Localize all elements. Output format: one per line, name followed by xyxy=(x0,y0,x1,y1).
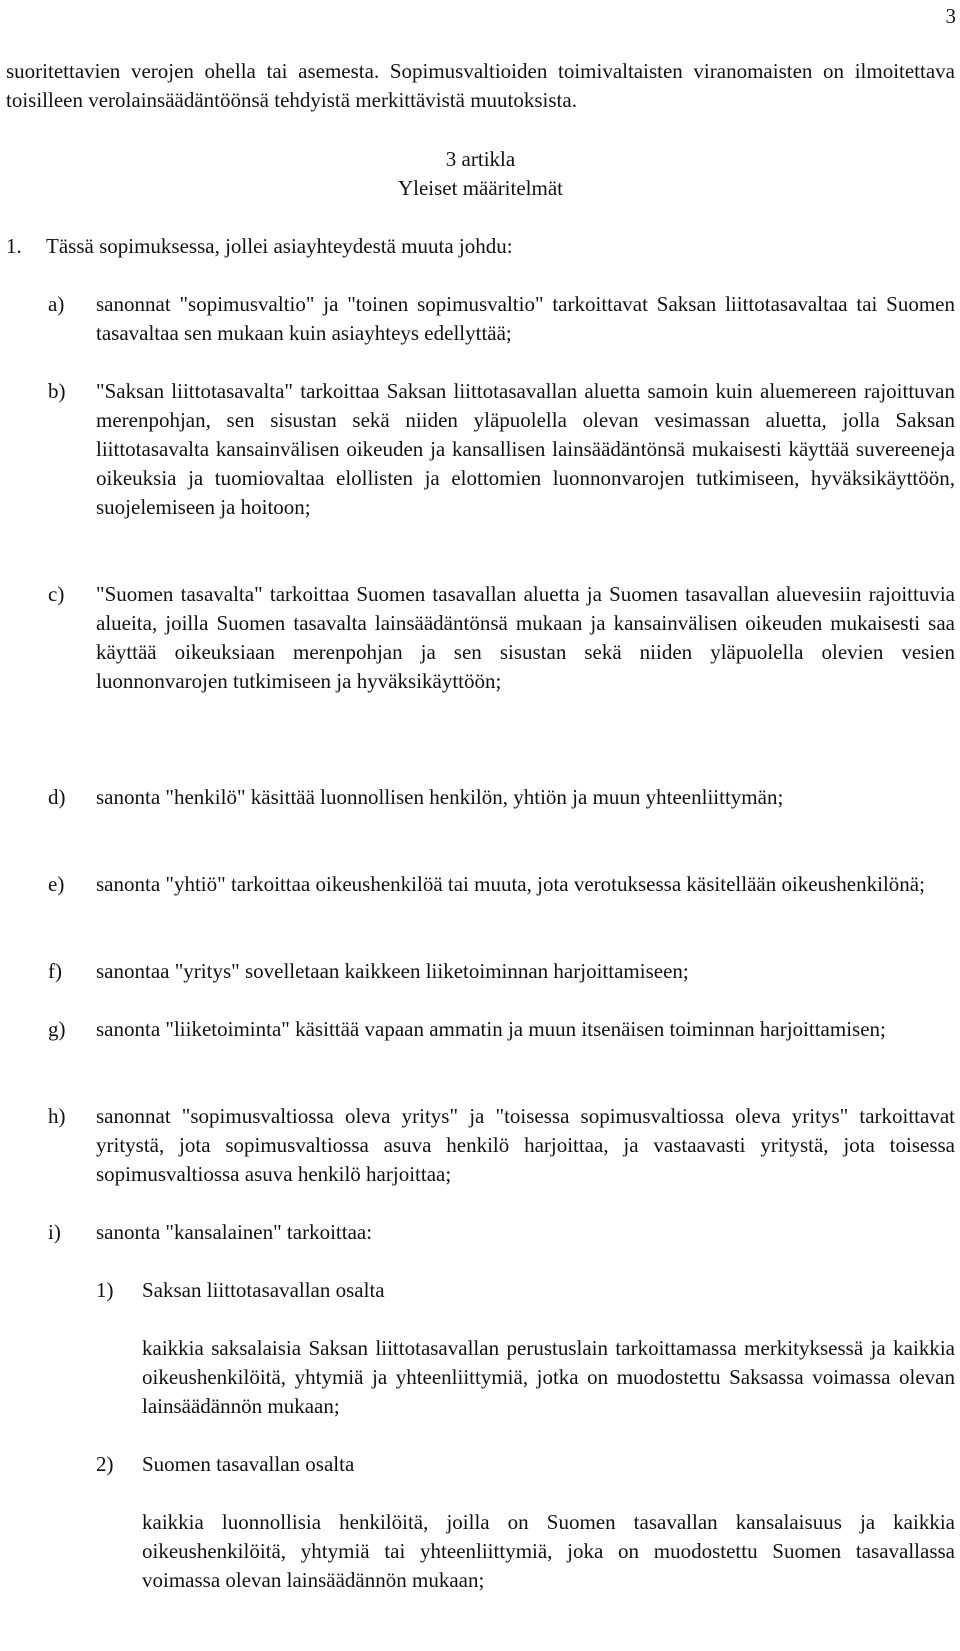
subitem-heading: Suomen tasavallan osalta xyxy=(142,1452,355,1476)
item-label: b) xyxy=(48,379,66,403)
item-label: i) xyxy=(48,1220,61,1244)
subitem-label: 2) xyxy=(96,1452,114,1476)
article-title: Yleiset määritelmät xyxy=(397,176,564,200)
definition-item-g xyxy=(48,1015,955,1044)
item-label: d) xyxy=(48,785,66,809)
article-number: 3 artikla xyxy=(445,147,516,171)
definition-item-b xyxy=(48,377,955,522)
definition-item-f xyxy=(48,957,955,986)
item-label: f) xyxy=(48,959,62,983)
item-text: sanonta "liiketoiminta" käsittää vapaan ammatin ja muun itsenäisen toiminnan harjoittamisen; xyxy=(96,1017,886,1041)
subitem-heading: Saksan liittotasavallan osalta xyxy=(142,1278,385,1302)
item-label: e) xyxy=(48,872,65,896)
item-label: c) xyxy=(48,582,65,606)
paragraph-1 xyxy=(6,232,955,261)
subitem-2-text: kaikkia luonnollisia henkilöitä, joilla on Suomen tasavallan kansalaisuus ja kaikkia oikeushenkilöitä, yhtymiä tai yhteenliittymiä, joka on muodostettu Suomen tasavallassa voimassa olevan lainsäädännön mukaan; xyxy=(142,1510,955,1592)
definition-item-i xyxy=(48,1218,955,1247)
page-number: 3 xyxy=(945,4,956,28)
definition-item-e xyxy=(48,870,955,899)
definition-item-h xyxy=(48,1102,955,1189)
definition-item-d xyxy=(48,783,955,812)
item-text: sanonta "yhtiö" tarkoittaa oikeushenkilöä tai muuta, jota verotuksessa käsitellään oikeushenkilönä; xyxy=(96,872,925,896)
item-text: sanonnat "sopimusvaltiossa oleva yritys" ja "toisessa sopimusvaltiossa oleva yritys" tarkoittavat yritystä, jota sopimusvaltiossa asuva henkilö harjoittaa, ja vastaavasti yritystä, jota toisessa sopimusvaltiossa asuva henkilö harjoittaa; xyxy=(96,1104,955,1186)
subitem-1-heading xyxy=(96,1276,955,1305)
definition-item-c xyxy=(48,580,955,696)
item-text: "Saksan liittotasavalta" tarkoittaa Saksan liittotasavallan aluetta samoin kuin aluemereen rajoittuvan merenpohjan, sen sisustan sekä niiden yläpuolella olevan vesimassan aluetta, jolla Saksan liittotasavalta kansainvälisen oikeuden ja kansallisen lainsäädäntönsä mukaisesti käyttää suvereeneja oikeuksia ja tuomiovaltaa elollisten ja elottomien luonnonvarojen tutkimiseen, hyväksikäyttöön, suojelemiseen ja hoitoon; xyxy=(96,379,955,519)
subitem-label: 1) xyxy=(96,1278,114,1302)
item-text: sanonta "kansalainen" tarkoittaa: xyxy=(96,1220,373,1244)
definition-item-a xyxy=(48,290,955,348)
subitem-2-heading xyxy=(96,1450,955,1479)
subitem-1-text: kaikkia saksalaisia Saksan liittotasavallan perustuslain tarkoittamassa merkityksessä ja kaikkia oikeushenkilöitä, yhtymiä ja yhteenliittymiä, jotka on muodostettu Saksassa voimassa olevan lainsäädännön mukaan; xyxy=(142,1336,955,1418)
item-text: "Suomen tasavalta" tarkoittaa Suomen tasavallan aluetta ja Suomen tasavallan aluevesiin rajoittuvia alueita, joilla Suomen tasavalta lainsäädäntönsä mukaan ja kansainvälisen oikeuden mukaisesti saa käyttää oikeuksiaan merenpohjan ja sen sisustan sekä niiden yläpuolella olevien vesien luonnonvarojen tutkimiseen ja hyväksikäyttöön; xyxy=(96,582,955,693)
item-text: sanonnat "sopimusvaltio" ja "toinen sopimusvaltio" tarkoittavat Saksan liittotasavaltaa tai Suomen tasavaltaa sen mukaan kuin asiayhteys edellyttää; xyxy=(96,292,955,345)
paragraph-1-text: Tässä sopimuksessa, jollei asiayhteydestä muuta johdu: xyxy=(46,234,513,258)
paragraph-1-label: 1. xyxy=(6,234,22,258)
item-text: sanontaa "yritys" sovelletaan kaikkeen liiketoiminnan harjoittamiseen; xyxy=(96,959,689,983)
item-label: a) xyxy=(48,292,65,316)
item-label: h) xyxy=(48,1104,66,1128)
intro-paragraph: suoritettavien verojen ohella tai asemesta. Sopimusvaltioiden toimivaltaisten viranomaisten on ilmoitettava toisilleen verolainsäädäntöönsä tehdyistä merkittävistä muutoksista. xyxy=(6,59,955,112)
item-label: g) xyxy=(48,1017,66,1041)
item-text: sanonta "henkilö" käsittää luonnollisen henkilön, yhtiön ja muun yhteenliittymän; xyxy=(96,785,784,809)
